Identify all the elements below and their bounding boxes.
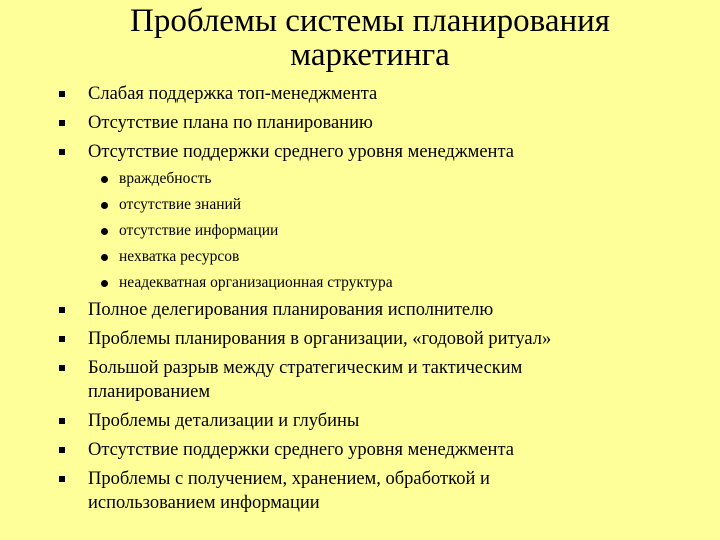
square-bullet-icon xyxy=(59,120,65,126)
sub-list-item-text: нехватка ресурсов xyxy=(119,248,240,265)
dot-bullet-icon xyxy=(101,254,108,261)
sub-list-item-text: отсутствие информации xyxy=(119,222,279,239)
list-item-text: Проблемы детализации и глубины xyxy=(88,411,360,431)
list-item-text: Отсутствие плана по планированию xyxy=(88,113,373,133)
dot-bullet-icon xyxy=(101,228,108,235)
dot-bullet-icon xyxy=(101,202,108,209)
square-bullet-icon xyxy=(59,365,65,371)
sub-list-item-text: отсутствие знаний xyxy=(119,196,242,213)
dot-bullet-icon xyxy=(101,280,108,287)
list-item-text: использованием информации xyxy=(88,493,320,513)
square-bullet-icon xyxy=(59,336,65,342)
sub-list-item-text: враждебность xyxy=(119,170,212,187)
square-bullet-icon xyxy=(59,307,65,313)
square-bullet-icon xyxy=(59,476,65,482)
list-item-text: планированием xyxy=(88,382,211,402)
list-item-text: Слабая поддержка топ-менеджмента xyxy=(88,84,378,104)
square-bullet-icon xyxy=(59,91,65,97)
sub-list-item-text: неадекватная организационная структура xyxy=(119,274,393,291)
square-bullet-icon xyxy=(59,418,65,424)
list-item-text: Отсутствие поддержки среднего уровня менеджмента xyxy=(88,440,514,460)
list-item-text: Полное делегирования планирования исполнителю xyxy=(88,300,494,320)
slide-title-line-2: маркетинга xyxy=(290,37,450,73)
list-item-text: Большой разрыв между стратегическим и тактическим xyxy=(88,358,523,378)
square-bullet-icon xyxy=(59,447,65,453)
list-item-text: Проблемы с получением, хранением, обработкой и xyxy=(88,469,490,489)
dot-bullet-icon xyxy=(101,176,108,183)
list-item-text: Проблемы планирования в организации, «годовой ритуал» xyxy=(88,329,552,349)
slide-title-line-1: Проблемы системы планирования xyxy=(130,3,610,39)
list-item-text: Отсутствие поддержки среднего уровня менеджмента xyxy=(88,142,514,162)
square-bullet-icon xyxy=(59,149,65,155)
